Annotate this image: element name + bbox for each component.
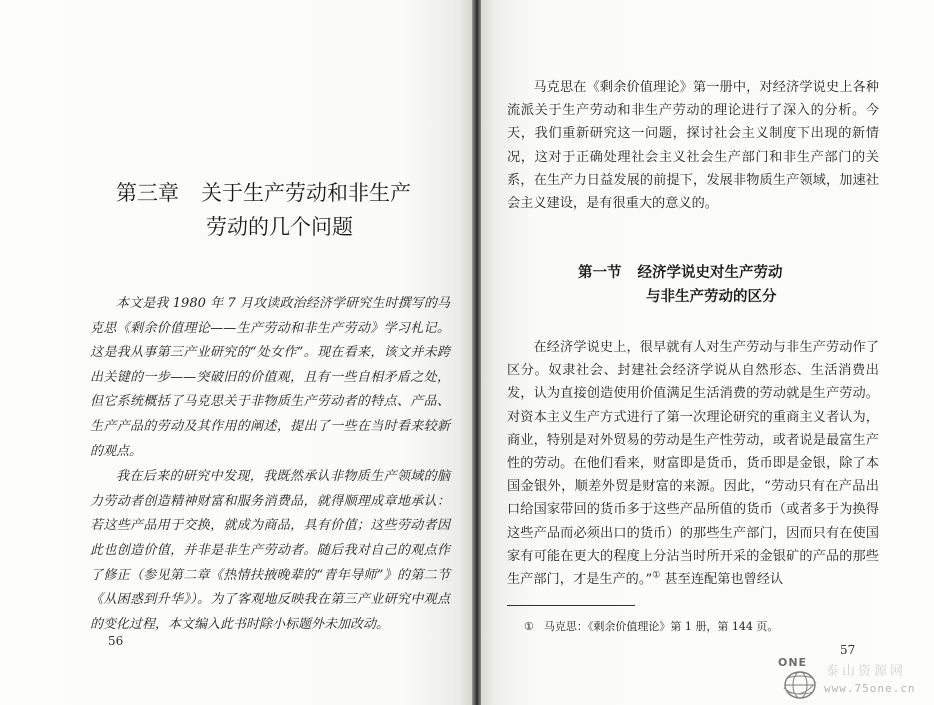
section-body-text: 在经济学说史上，很早就有人对生产劳动与非生产劳动作了区分。奴隶社会、封建社会经济学说从自然形态、生活消费出发，认为直接创造使用价值满足生活消费的劳动就是生产劳动。对资本主义生产方式进行了第一次理论研究的重商主义者认为，商业，特别是对外贸易的劳动是生产性劳动，或者说是最富生产性的劳动。在他们看来，财富即是货币，货币即是金银，除了本国金银外，顺差外贸是财富的来源。因此，“劳动只有在产品出口给国家带回的货币多于这些产品所值的货币（或者多于为换得这些产品而必须出口的货币）的那些生产部门，因而只有在使国家有可能在更大的程度上分沾当时所开采的金银矿的产品的那些生产部门，才是生产的。” (507, 340, 879, 588)
footnote (524, 619, 864, 635)
site-watermark (770, 654, 934, 704)
footnote-mark: ① (524, 620, 534, 633)
watermark-logo-text: ONE (778, 656, 808, 669)
preface-paragraph-2: 我在后来的研究中发现，我既然承认非物质生产领域的脑力劳动者创造精神财富和服务消费品，就得顺理成章地承认：若这些产品用于交换，就成为商品，具有价值；这些劳动者因此也创造价值，并非是非生产劳动者。随后我对自己的观点作了修正（参见第二章《热情扶掖晚辈的“青年导师”》的第二节《从困惑到升华》）。为了客观地反映我在第三产业研究中观点的变化过程，本文编入此书时除小标题外未加改动。 (90, 469, 450, 632)
footnote-reference[interactable]: ① (652, 570, 661, 581)
chapter-title-line2: 劳动的几个问题 (206, 215, 353, 239)
section-title (578, 261, 878, 309)
section-body-paragraph (507, 336, 879, 591)
globe-icon (782, 668, 818, 702)
chapter-number: 第三章 (116, 181, 179, 205)
watermark-chinese-text: 泰山资源网 (826, 664, 907, 679)
book-gutter (472, 0, 481, 705)
preface-paragraph-1: 本文是我 1980 年 7 月攻读政治经济学研究生时撰写的马克思《剩余价值理论——生产劳动和非生产劳动》学习札记。这是我从事第三产业研究的“处女作”。现在看来，该文并未跨出关键的一步——突破旧的价值观，且有一些自相矛盾之处，但它系统概括了马克思关于非物质生产劳动者的特点、产品、生产产品的劳动及其作用的阐述，提出了一些在当时看来较新的观点。 (90, 296, 450, 459)
chapter-title (116, 176, 456, 244)
intro-paragraph: 马克思在《剩余价值理论》第一册中，对经济学说史上各种流派关于生产劳动和非生产劳动的理论进行了深入的分析。今天，我们重新研究这一问题，探讨社会主义制度下出现的新情况，这对于正确处理社会主义社会生产部门和非生产部门的关系，在生产力日益发展的前提下，发展非物质生产领域，加速社会主义建设，是有很重大的意义的。 (507, 80, 879, 212)
section-title-line1: 经济学说史对生产劳动 (637, 265, 783, 281)
page-number-left: 56 (108, 634, 124, 648)
intro-text (507, 76, 879, 215)
section-title-line2: 与非生产劳动的区分 (646, 289, 777, 305)
footnote-divider (507, 605, 635, 606)
section-body-tail: 甚至连配第也曾经认 (664, 572, 784, 588)
chapter-title-line1: 关于生产劳动和非生产 (201, 181, 411, 205)
section-body (507, 336, 879, 591)
page-number-right: 57 (840, 643, 856, 657)
section-number: 第一节 (578, 265, 622, 281)
watermark-url[interactable]: www.75one.cn (824, 682, 916, 695)
footnote-text: 马克思：《剩余价值理论》第 1 册，第 144 页。 (543, 620, 779, 633)
chapter-preface (90, 292, 450, 637)
